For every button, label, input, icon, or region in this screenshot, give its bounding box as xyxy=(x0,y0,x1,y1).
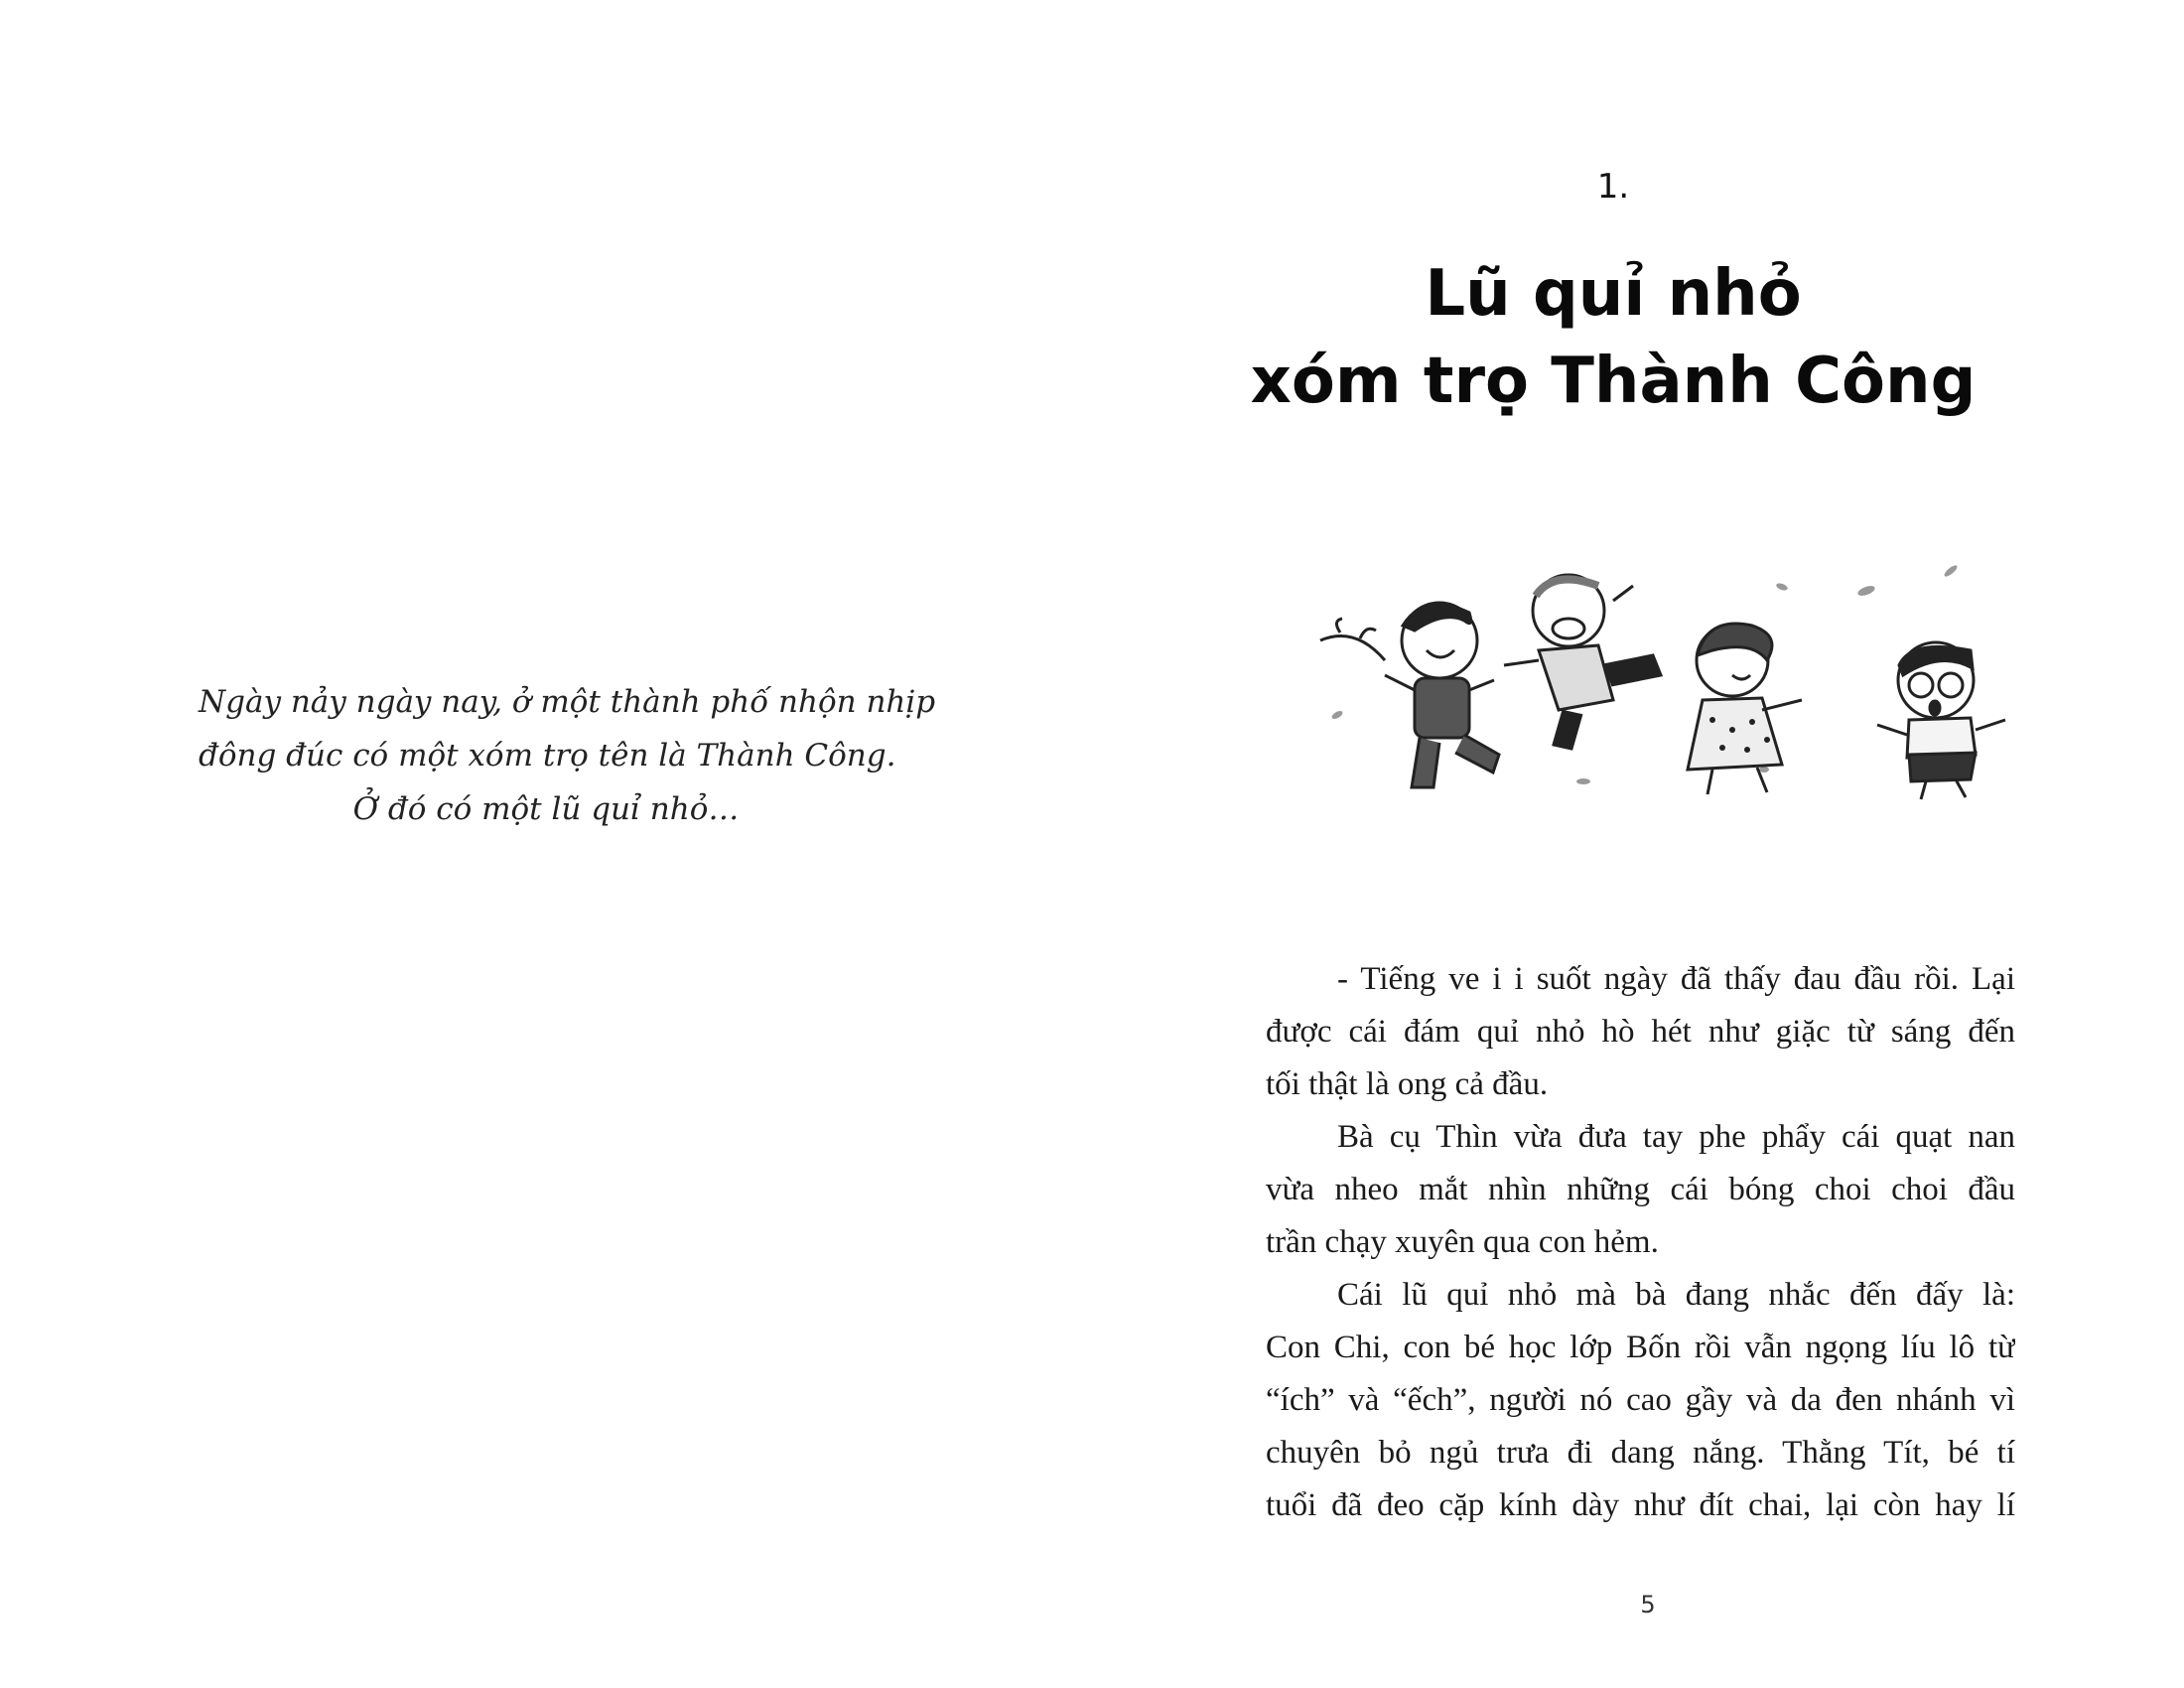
child-with-branch xyxy=(1320,603,1499,787)
chapter-title-line: xóm trọ Thành Công xyxy=(1250,345,1977,418)
body-line: trần chạy xuyên qua con hẻm. xyxy=(1266,1224,1659,1260)
chapter-title xyxy=(1241,250,1985,425)
child-jumping xyxy=(1504,575,1661,749)
girl-running xyxy=(1688,624,1802,794)
four-children-running-icon xyxy=(1315,551,2045,804)
epigraph-line: Ở đó có một lũ quỉ nhỏ… xyxy=(352,791,740,827)
body-line: - Tiếng ve i i suốt ngày đã thấy đau đầu rồi. Lại xyxy=(1337,961,2015,997)
chapter-number: 1. xyxy=(1596,167,1630,207)
epigraph-line: đông đúc có một xóm trọ tên là Thành Công. xyxy=(199,738,896,774)
right-page xyxy=(1092,0,2184,1688)
body-line: Bà cụ Thìn vừa đưa tay phe phẩy cái quạt nan xyxy=(1337,1119,2015,1155)
body-line: chuyên bỏ ngủ trưa đi dang nắng. Thằng Tít, bé tí xyxy=(1266,1435,2015,1471)
body-text xyxy=(1266,953,2015,1532)
body-line: Con Chi, con bé học lớp Bốn rồi vẫn ngọng líu lô từ xyxy=(1266,1330,2015,1365)
body-line: tối thật là ong cả đầu. xyxy=(1266,1066,1549,1102)
epigraph xyxy=(199,675,936,836)
body-line: vừa nheo mắt nhìn những cái bóng choi choi đầu xyxy=(1266,1172,2015,1207)
epigraph-line: Ngày nảy ngày nay, ở một thành phố nhộn nhịp xyxy=(199,684,936,720)
chapter-title-line: Lũ quỉ nhỏ xyxy=(1425,257,1802,331)
page-number: 5 xyxy=(1640,1591,1656,1618)
body-line: tuổi đã đeo cặp kính dày như đít chai, lại còn hay lí xyxy=(1266,1487,2015,1523)
body-line: được cái đám quỉ nhỏ hò hét như giặc từ sáng đến xyxy=(1266,1014,2015,1050)
boy-with-glasses xyxy=(1877,642,2005,799)
body-line: Cái lũ quỉ nhỏ mà bà đang nhắc đến đấy là: xyxy=(1337,1277,2015,1313)
body-line: “ích” và “ếch”, người nó cao gầy và da đen nhánh vì xyxy=(1266,1382,2015,1418)
